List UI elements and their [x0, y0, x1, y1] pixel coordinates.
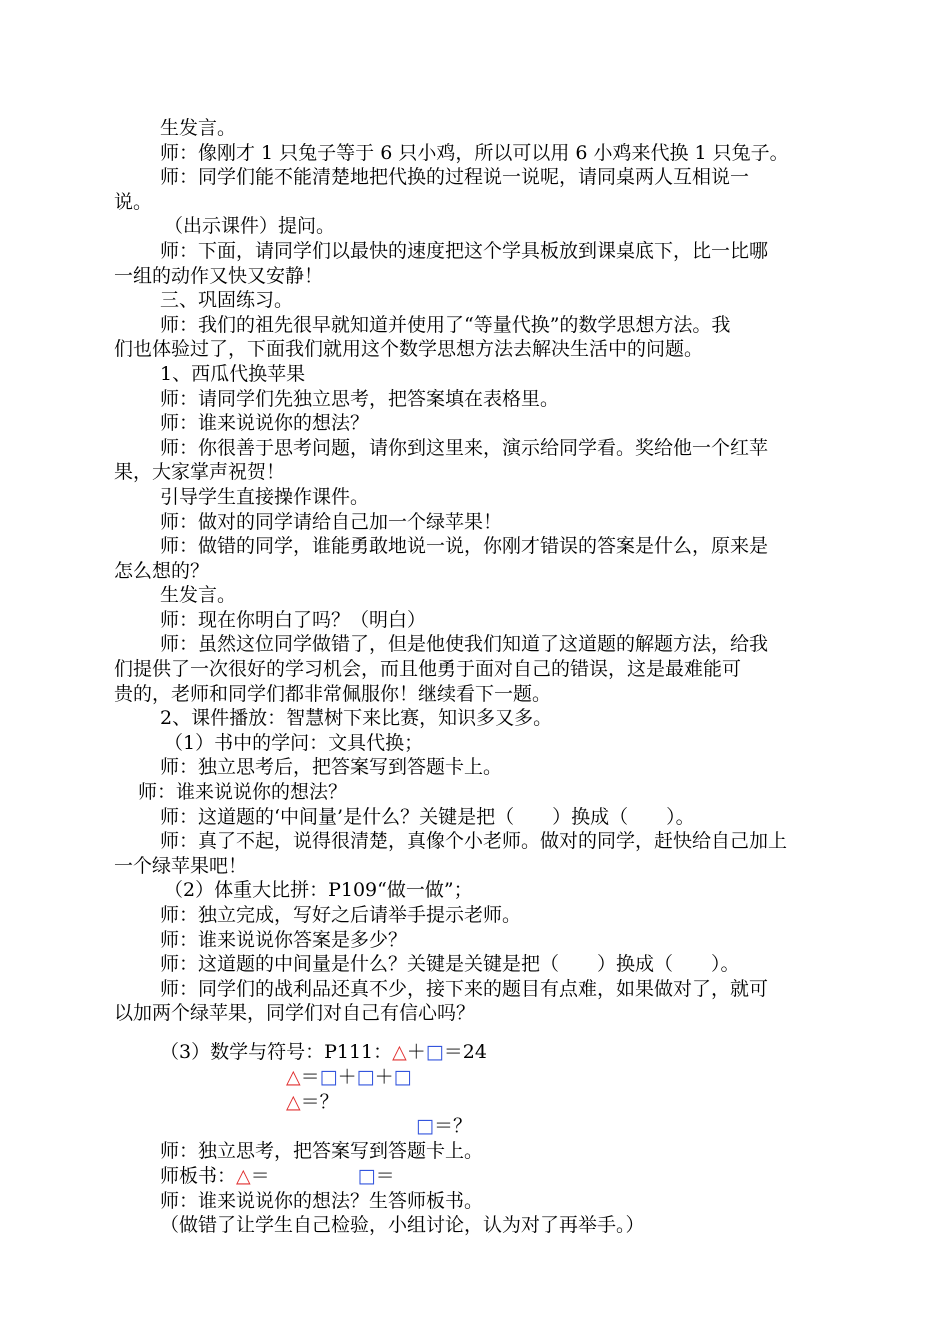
subheading: （1）书中的学问：文具代换；: [164, 731, 424, 754]
paragraph-line: 师：谁来说说你答案是多少？: [160, 928, 408, 951]
math-equation-1: [160, 1040, 487, 1065]
paragraph-line: 们也体验过了，下面我们就用这个数学思想方法去解决生活中的问题。: [114, 338, 704, 361]
paragraph-line: 师：现在你明白了吗？（明白）: [160, 608, 427, 631]
plus-sign: ＋: [406, 1041, 426, 1063]
paragraph-line: （做错了让学生自己检验，小组讨论，认为对了再举手。）: [160, 1214, 645, 1236]
paragraph-line: 师：独立思考后，把答案写到答题卡上。: [160, 756, 503, 779]
math-equation-2: [286, 1065, 412, 1090]
triangle-symbol: △: [236, 1165, 251, 1187]
square-symbol: □: [416, 1115, 434, 1137]
equals-sign: ＝: [250, 1165, 270, 1187]
paragraph-line: 师：请同学们先独立思考，把答案填在表格里。: [160, 387, 560, 410]
document-body: [114, 116, 854, 1026]
board-writing-line: [160, 1164, 395, 1189]
paragraph-line: 师：真了不起，说得很清楚，真像个小老师。做对的同学，赶快给自己加上: [160, 830, 788, 853]
equals-sign: ＝: [443, 1041, 463, 1063]
paragraph-line: 贵的，老师和同学们都非常佩服你！继续看下一题。: [114, 682, 552, 705]
math-equation-3: [286, 1090, 339, 1115]
paragraph-line: 师：这道题的中间量是什么？关键是关键是把（ ）换成（ ）。: [160, 953, 740, 976]
paragraph-line: 师：谁来说说你的想法？: [160, 412, 370, 435]
paragraph-line: （出示课件）提问。: [164, 215, 336, 238]
plus-sign: ＋: [374, 1066, 394, 1088]
question-equals: ＝？: [300, 1091, 339, 1113]
paragraph-line: 师：同学们能不能清楚地把代换的过程说一说呢，请同桌两人互相说一: [160, 166, 750, 189]
paragraph-line: 一组的动作又快又安静！: [114, 264, 324, 287]
math-label: （3）数学与符号：P111：: [160, 1041, 393, 1063]
math-equation-4: [416, 1114, 472, 1139]
paragraph-line: 怎么想的？: [114, 559, 210, 582]
board-label: 师板书：: [160, 1165, 237, 1187]
paragraph-line: 说。: [114, 190, 153, 213]
paragraph-line: 师：这道题的‘中间量’是什么？关键是把（ ）换成（ ）。: [160, 805, 695, 828]
paragraph-line: 师：做错的同学，谁能勇敢地说一说，你刚才错误的答案是什么，原来是: [160, 535, 769, 558]
equals-sign: ＝: [375, 1165, 395, 1187]
square-symbol: □: [425, 1041, 444, 1063]
square-symbol: □: [393, 1066, 412, 1088]
square-symbol: □: [319, 1066, 338, 1088]
paragraph-line: 师：同学们的战利品还真不少，接下来的题目有点难，如果做对了，就可: [160, 977, 769, 1000]
paragraph-line: 师：虽然这位同学做错了，但是他使我们知道了这道题的解题方法，给我: [160, 633, 769, 656]
paragraph-line: 师：做对的同学请给自己加一个绿苹果！: [160, 510, 503, 533]
triangle-symbol: △: [286, 1091, 301, 1113]
subheading: 1、西瓜代换苹果: [160, 362, 306, 385]
section-heading: 三、巩固练习。: [160, 289, 294, 312]
equals-sign: ＝: [300, 1066, 320, 1088]
paragraph-line: 师：独立思考，把答案写到答题卡上。: [160, 1140, 484, 1162]
paragraph-line: 们提供了一次很好的学习机会，而且他勇于面对自己的错误，这是最难能可: [114, 658, 742, 681]
triangle-symbol: △: [392, 1041, 407, 1063]
plus-sign: ＋: [337, 1066, 357, 1088]
subheading: 2、课件播放：智慧树下来比赛，知识多又多。: [160, 707, 553, 730]
paragraph-line: 生发言。: [160, 117, 237, 139]
paragraph-line: 师：谁来说说你的想法？: [138, 781, 348, 804]
question-equals: ＝？: [433, 1115, 472, 1137]
paragraph-line: 果，大家掌声祝贺！: [114, 461, 286, 484]
square-symbol: □: [357, 1165, 376, 1187]
subheading: （2）体重大比拼：P109“做一做”；: [164, 879, 473, 902]
paragraph-line: 师：谁来说说你的想法？生答师板书。: [160, 1190, 484, 1212]
paragraph-line: 师：我们的祖先很早就知道并使用了“等量代换”的数学思想方法。我: [160, 313, 731, 336]
triangle-symbol: △: [286, 1066, 301, 1088]
math-value: 24: [462, 1041, 487, 1063]
paragraph-line: 师：像刚才 1 只兔子等于 6 只小鸡，所以可以用 6 小鸡来代换 1 只兔子。: [160, 141, 789, 164]
square-symbol: □: [356, 1066, 375, 1088]
paragraph-line: 一个绿苹果吧！: [114, 854, 248, 877]
paragraph-line: 师：你很善于思考问题，请你到这里来，演示给同学看。奖给他一个红苹: [160, 436, 769, 459]
paragraph-line: 生发言。: [160, 584, 237, 607]
paragraph-line: 师：独立完成，写好之后请举手提示老师。: [160, 904, 522, 926]
paragraph-line: 引导学生直接操作课件。: [160, 485, 370, 508]
paragraph-line: 以加两个绿苹果，同学们对自己有信心吗？: [114, 1002, 476, 1025]
paragraph-line: 师：下面，请同学们以最快的速度把这个学具板放到课桌底下，比一比哪: [160, 239, 769, 262]
